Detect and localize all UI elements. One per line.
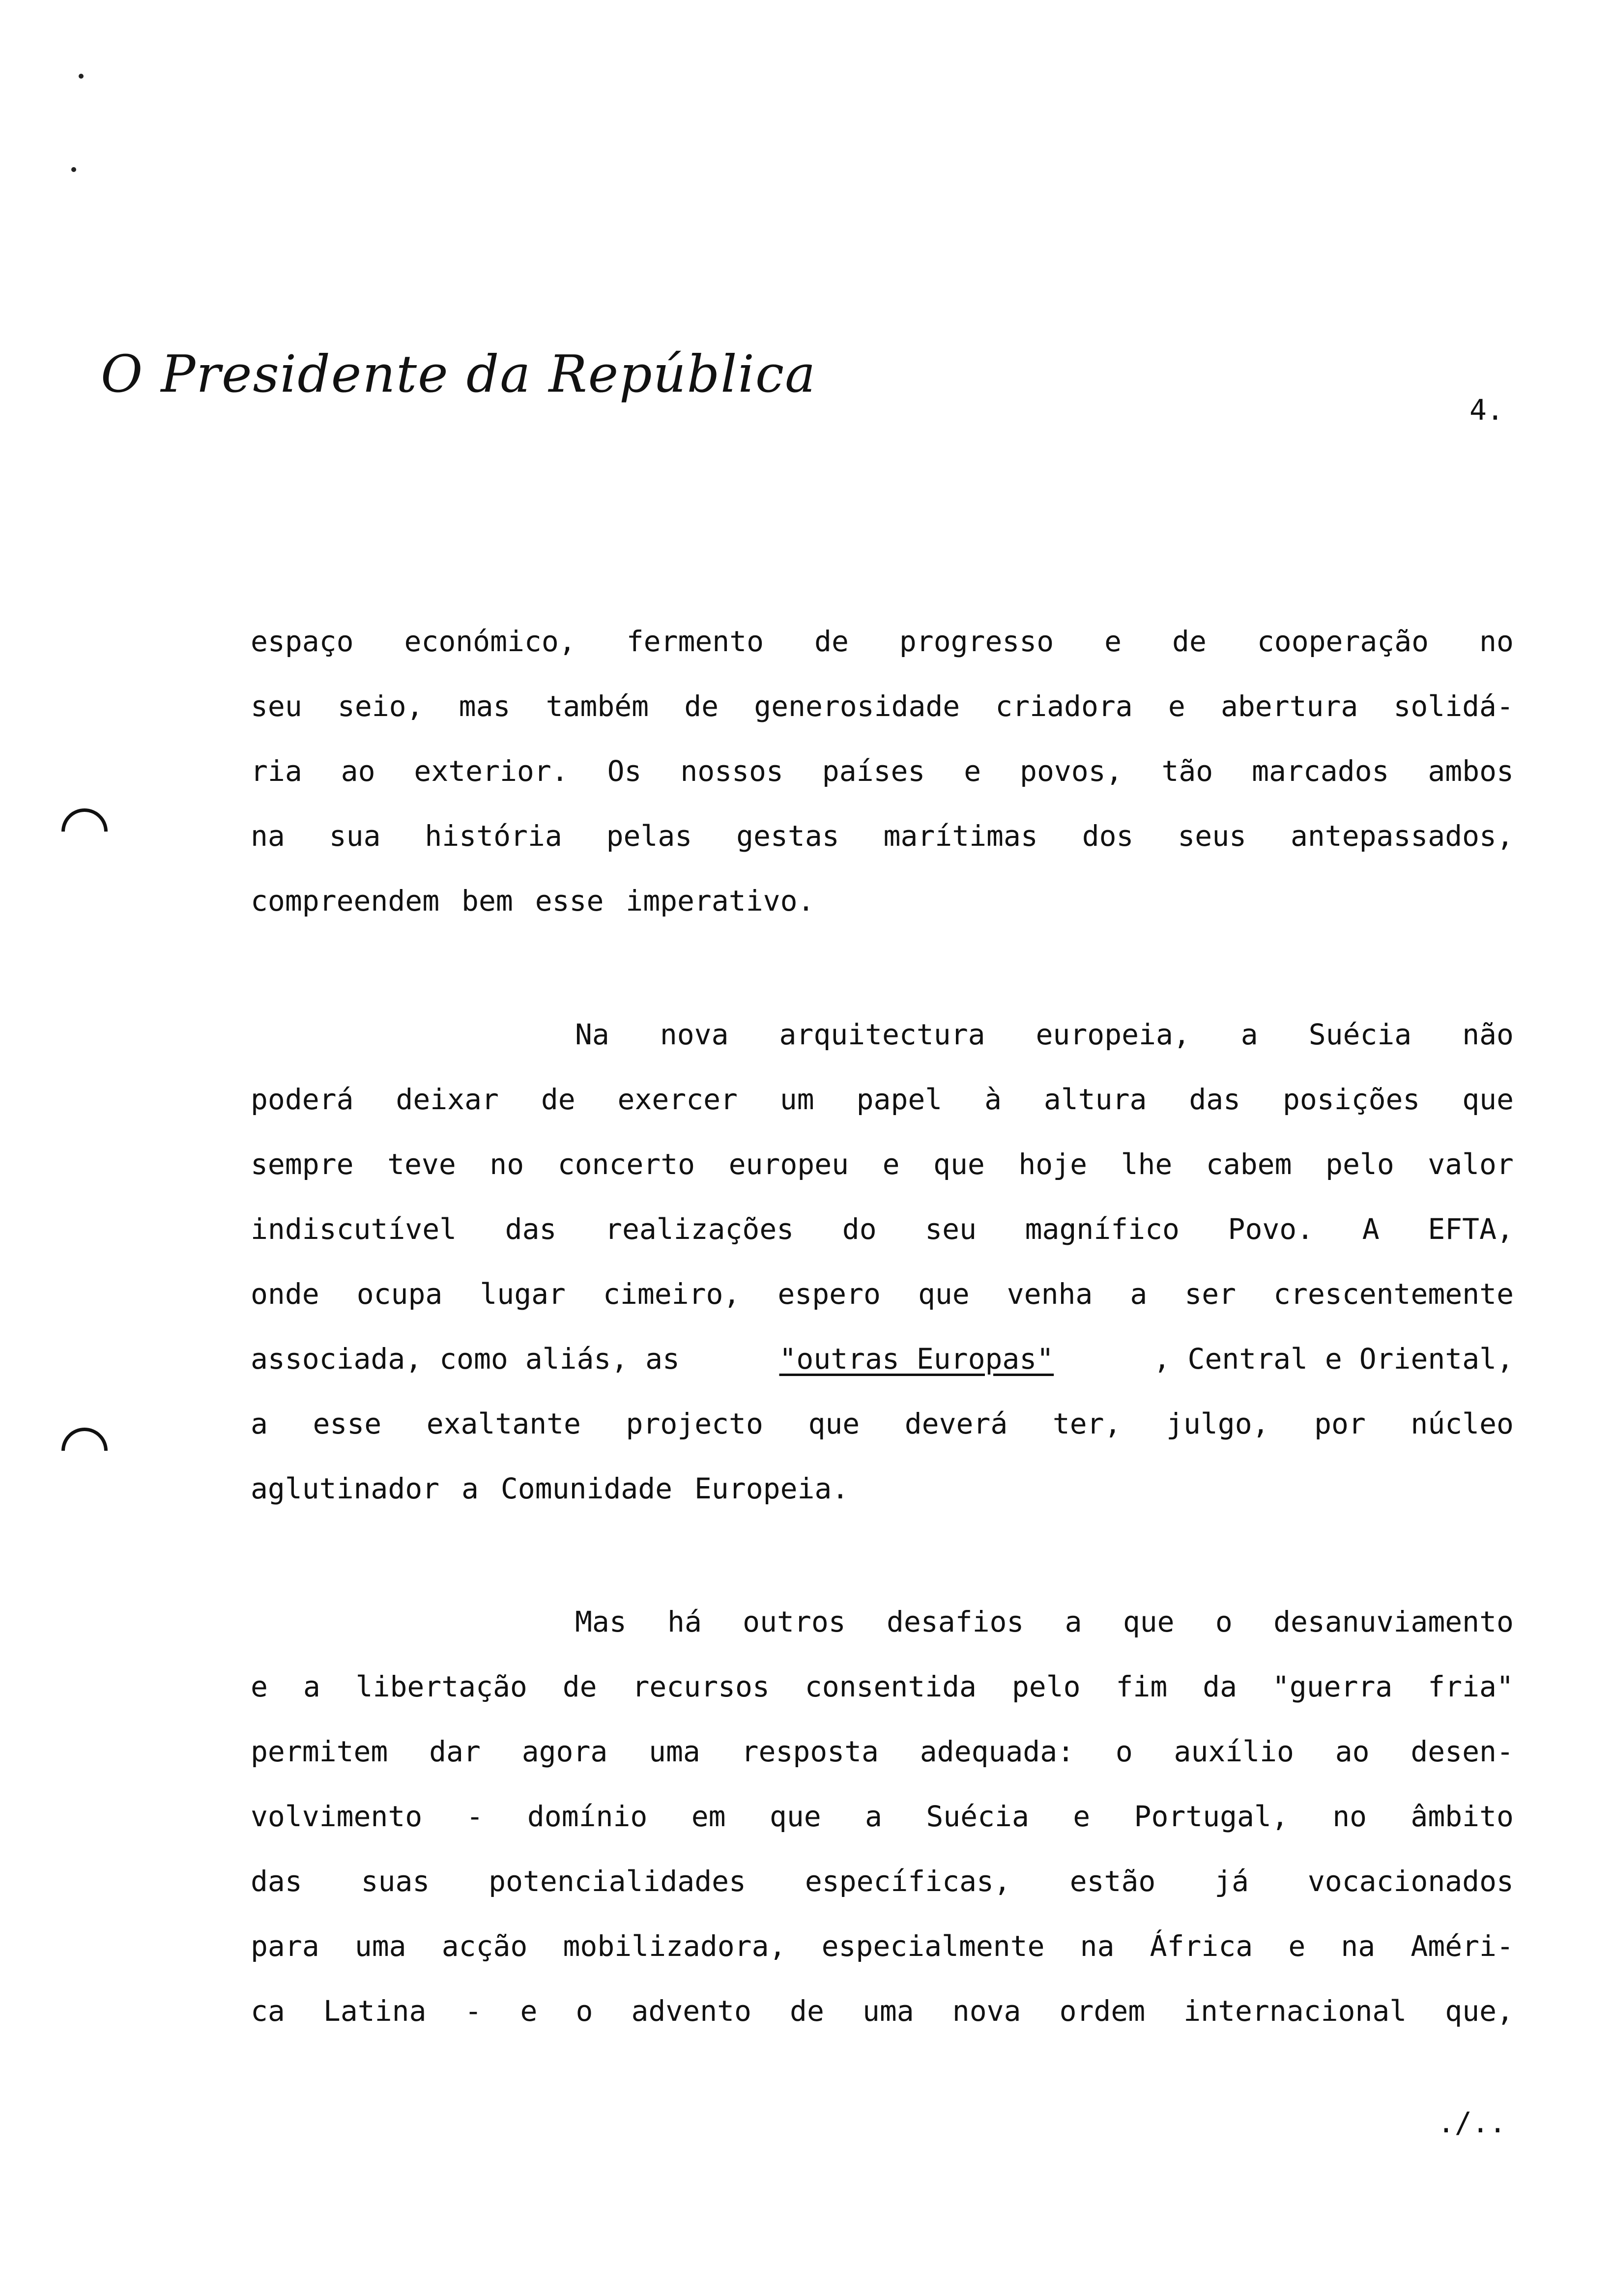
word: valor <box>1428 1148 1514 1181</box>
word: europeu <box>728 1148 849 1181</box>
word: a <box>1240 1018 1258 1051</box>
word: posições <box>1282 1083 1420 1116</box>
word: no <box>1479 625 1514 658</box>
word: arquitectura <box>779 1018 985 1051</box>
word: a <box>1130 1277 1148 1311</box>
word: e <box>964 754 981 788</box>
word: seu <box>251 689 302 723</box>
word: no <box>489 1148 524 1181</box>
paragraph-3-line-1 <box>575 1605 1514 1639</box>
word: tão <box>1161 754 1213 788</box>
word: marítimas <box>883 819 1038 853</box>
word: Povo. <box>1228 1212 1314 1246</box>
paragraph-1-line-4 <box>251 819 1514 853</box>
paragraph-3-line-7 <box>251 1994 1514 2028</box>
word: África <box>1150 1929 1253 1963</box>
word: internacional <box>1183 1994 1407 2028</box>
word: espero <box>777 1277 881 1311</box>
word: agora <box>521 1735 608 1768</box>
word: Latina <box>323 1994 427 2028</box>
word: exaltante <box>426 1407 581 1440</box>
word: - <box>466 1800 484 1833</box>
word: das <box>1189 1083 1241 1116</box>
word: "guerra <box>1272 1670 1393 1703</box>
word: ao <box>341 754 375 788</box>
word: desanuviamento <box>1273 1605 1514 1638</box>
word: abertura <box>1220 689 1358 723</box>
underlined-phrase: "outras Europas" <box>779 1342 1054 1376</box>
word: venha <box>1007 1277 1093 1311</box>
word: outros <box>743 1605 846 1638</box>
paragraph-1-line-1 <box>251 624 1514 659</box>
word: a <box>1065 1605 1082 1638</box>
word: específicas, <box>805 1865 1011 1898</box>
word: e <box>882 1148 900 1181</box>
paragraph-3-line-2 <box>251 1669 1514 1704</box>
word: acção <box>441 1929 528 1963</box>
word: EFTA, <box>1428 1212 1514 1246</box>
word: de <box>684 689 719 723</box>
word: também <box>546 689 649 723</box>
word: progresso <box>899 625 1054 658</box>
word: pelo <box>1011 1670 1081 1703</box>
word: solidá- <box>1393 689 1514 723</box>
word: que <box>918 1277 970 1311</box>
word: indiscutível <box>251 1212 457 1246</box>
word: não <box>1462 1018 1514 1051</box>
word: exterior. <box>414 754 569 788</box>
word: papel <box>856 1083 943 1116</box>
word: ria <box>251 754 302 788</box>
word: que, <box>1445 1994 1514 2028</box>
word: e <box>1288 1929 1306 1963</box>
word: pelo <box>1325 1148 1394 1181</box>
word: e <box>1104 625 1122 658</box>
word: económico, <box>404 625 576 658</box>
paragraph-1-line-5: compreendem bem esse imperativo. <box>251 884 815 918</box>
word: povos, <box>1020 754 1123 788</box>
word: de <box>790 1994 824 2028</box>
word: nossos <box>680 754 783 788</box>
word: Portugal, <box>1134 1800 1289 1833</box>
word: recursos <box>632 1670 770 1703</box>
paragraph-2-line-6-after: , Central e Oriental, <box>1153 1342 1514 1376</box>
word: A <box>1362 1212 1380 1246</box>
word: e <box>251 1670 268 1703</box>
word: julgo, <box>1166 1407 1269 1440</box>
word: para <box>251 1929 319 1963</box>
word: cimeiro, <box>603 1277 741 1311</box>
word: há <box>667 1605 702 1638</box>
word: Suécia <box>926 1800 1029 1833</box>
paragraph-3-line-5 <box>251 1864 1514 1898</box>
word: onde <box>251 1277 319 1311</box>
word: ao <box>1335 1735 1370 1768</box>
word: o <box>576 1994 593 2028</box>
word: ter, <box>1052 1407 1122 1440</box>
word: de <box>562 1670 597 1703</box>
word: história <box>425 819 562 853</box>
word: exercer <box>617 1083 738 1116</box>
word: desafios <box>886 1605 1024 1638</box>
word: europeia, <box>1036 1018 1190 1051</box>
word: mas <box>459 689 511 723</box>
page-speck <box>79 74 84 79</box>
word: altura <box>1043 1083 1147 1116</box>
word: uma <box>354 1929 406 1963</box>
paragraph-2-line-6-before: associada, como aliás, as <box>251 1342 680 1376</box>
word: da <box>1203 1670 1237 1703</box>
word: domínio <box>527 1800 648 1833</box>
word: fim <box>1116 1670 1168 1703</box>
paragraph-2-line-8: aglutinador a Comunidade Europeia. <box>251 1472 849 1505</box>
word: lugar <box>480 1277 566 1311</box>
word: Améri- <box>1410 1929 1514 1963</box>
continuation-mark: ./.. <box>1438 2106 1506 2139</box>
word: que <box>933 1148 985 1181</box>
punch-hole-mark <box>52 1418 117 1484</box>
word: fria" <box>1428 1670 1514 1703</box>
word: Suécia <box>1308 1018 1412 1051</box>
word: na <box>251 819 285 853</box>
word: lhe <box>1121 1148 1173 1181</box>
word: potencialidades <box>489 1865 746 1898</box>
word: seu <box>925 1212 977 1246</box>
paragraph-2-line-1 <box>575 1017 1514 1052</box>
word: na <box>1080 1929 1115 1963</box>
word: ser <box>1184 1277 1237 1311</box>
word: que <box>1462 1083 1514 1116</box>
word: seus <box>1178 819 1247 853</box>
word: deixar <box>396 1083 499 1116</box>
word: sempre <box>251 1148 354 1181</box>
word: suas <box>361 1865 430 1898</box>
word: especialmente <box>821 1929 1045 1963</box>
word: seio, <box>337 689 424 723</box>
word: gestas <box>736 819 839 853</box>
word: e <box>1168 689 1185 723</box>
word: de <box>541 1083 576 1116</box>
word: nova <box>952 1994 1021 2028</box>
word: uma <box>649 1735 700 1768</box>
word: por <box>1314 1407 1366 1440</box>
word: que <box>1123 1605 1175 1638</box>
word: concerto <box>557 1148 695 1181</box>
word: de <box>814 625 849 658</box>
word: auxílio <box>1174 1735 1294 1768</box>
word: criadora <box>995 689 1133 723</box>
word: que <box>808 1407 860 1440</box>
paragraph-2-line-3 <box>251 1147 1514 1181</box>
word: Os <box>607 754 642 788</box>
word: dos <box>1082 819 1134 853</box>
paragraph-3-line-4 <box>251 1799 1514 1834</box>
letterhead: O Presidente da República <box>101 344 817 404</box>
word: no <box>1332 1800 1367 1833</box>
paragraph-2-line-6 <box>251 1342 1514 1376</box>
word: estão <box>1069 1865 1156 1898</box>
punch-hole-mark <box>52 799 117 864</box>
word: projecto <box>626 1407 763 1440</box>
word: sua <box>329 819 381 853</box>
word: libertação <box>355 1670 527 1703</box>
paragraph-1-line-3 <box>251 754 1514 788</box>
word: cabem <box>1206 1148 1292 1181</box>
word: generosidade <box>754 689 960 723</box>
word: dar <box>429 1735 481 1768</box>
word: crescentemente <box>1273 1277 1514 1311</box>
word: cooperação <box>1257 625 1429 658</box>
word: em <box>691 1800 726 1833</box>
word: e <box>1073 1800 1091 1833</box>
paragraph-2-line-7 <box>251 1406 1514 1441</box>
word: consentida <box>805 1670 977 1703</box>
word: do <box>842 1212 877 1246</box>
paragraph-2-line-5 <box>251 1277 1514 1311</box>
word: o <box>1215 1605 1233 1638</box>
word: teve <box>387 1148 456 1181</box>
paragraph-2-line-2 <box>251 1082 1514 1117</box>
word: fermento <box>626 625 764 658</box>
word: - <box>464 1994 482 2028</box>
paragraph-3-line-3 <box>251 1734 1514 1769</box>
word: marcados <box>1252 754 1389 788</box>
word: volvimento <box>251 1800 423 1833</box>
word: ca <box>251 1994 285 2028</box>
word: desen- <box>1410 1735 1514 1768</box>
word: e <box>520 1994 538 2028</box>
word: já <box>1214 1865 1249 1898</box>
paragraph-3-line-6 <box>251 1929 1514 1963</box>
word: a <box>251 1407 268 1440</box>
word: poderá <box>251 1083 354 1116</box>
word: núcleo <box>1410 1407 1514 1440</box>
word: nova <box>660 1018 729 1051</box>
word: Na <box>575 1018 609 1051</box>
word: ambos <box>1428 754 1514 788</box>
word: realizações <box>605 1212 794 1246</box>
word: permitem <box>251 1735 388 1768</box>
word: na <box>1341 1929 1376 1963</box>
word: advento <box>631 1994 751 2028</box>
word: a <box>865 1800 882 1833</box>
word: esse <box>313 1407 382 1440</box>
word: ocupa <box>356 1277 443 1311</box>
word: espaço <box>251 625 354 658</box>
word: resposta <box>741 1735 879 1768</box>
word: hoje <box>1018 1148 1088 1181</box>
word: das <box>505 1212 557 1246</box>
word: pelas <box>606 819 692 853</box>
paragraph-1-line-2 <box>251 689 1514 723</box>
word: âmbito <box>1410 1800 1514 1833</box>
page-speck <box>71 167 76 172</box>
page-number: 4. <box>1469 393 1504 427</box>
word: Mas <box>575 1605 627 1638</box>
word: magnífico <box>1025 1212 1180 1246</box>
word: ordem <box>1059 1994 1146 2028</box>
word: o <box>1115 1735 1133 1768</box>
paragraph-2-line-4 <box>251 1212 1514 1246</box>
word: uma <box>862 1994 914 2028</box>
word: das <box>251 1865 302 1898</box>
word: a <box>303 1670 320 1703</box>
word: um <box>779 1083 814 1116</box>
word: vocacionados <box>1307 1865 1514 1898</box>
word: de <box>1172 625 1207 658</box>
word: mobilizadora, <box>563 1929 786 1963</box>
word: países <box>822 754 925 788</box>
word: adequada: <box>920 1735 1075 1768</box>
word: que <box>769 1800 821 1833</box>
word: antepassados, <box>1290 819 1514 853</box>
word: à <box>984 1083 1002 1116</box>
word: deverá <box>904 1407 1008 1440</box>
